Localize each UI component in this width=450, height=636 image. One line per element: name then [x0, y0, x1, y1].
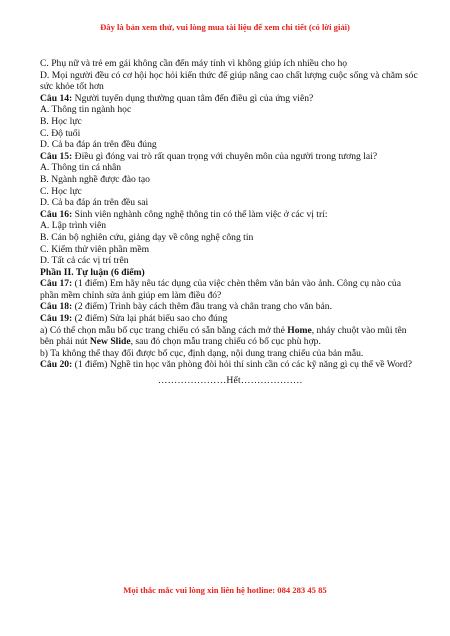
option-line: C. Phụ nữ và trẻ em gái không cần đến máy tính vì không giúp ích nhiều cho họ [40, 58, 348, 69]
question-19a [40, 325, 420, 348]
section-heading [40, 267, 420, 279]
statement-text: a) Có thể chọn mẫu bố cục trang chiếu có sẵn bằng cách mở thẻ [40, 324, 288, 336]
option-line: A. Thông tin ngành học [40, 104, 132, 116]
question-16 [40, 209, 420, 221]
question-20 [40, 359, 420, 371]
question-14 [40, 93, 420, 105]
question-17 [40, 278, 420, 301]
hotline-footer: Mọi thắc mắc vui lòng xin liên hệ hotline: 084 283 45 85 [123, 585, 327, 595]
question-label: Câu 14: [40, 92, 73, 104]
option-line: B. Học lực [40, 115, 82, 127]
option-line: C. Kiểm thử viên phần mềm [40, 243, 150, 255]
question-text: Người tuyển dụng thường quan tâm đến điều gì của ứng viên? [72, 92, 314, 104]
option-line: B. Ngành nghề được đào tạo [40, 173, 150, 185]
option-line: D. Cả ba đáp án trên đều đúng [40, 139, 157, 151]
question-label: Câu 20: [40, 359, 73, 371]
statement-text: , nháy chuột vào mũi tên bên phải nút [40, 324, 407, 348]
option-line: A. Lập trình viên [40, 220, 107, 232]
question-label: Câu 16: [40, 208, 73, 220]
new-slide-term: New Slide [89, 336, 131, 348]
question-label: Câu 15: [40, 150, 73, 162]
option-line: D. Mọi người đều có cơ hội học hỏi kiến thức để giúp nâng cao chất lượng cuộc sống và chăm sóc sức khỏe tốt hơn [40, 69, 418, 93]
home-tab-term: Home [287, 324, 312, 336]
question-text: (1 điểm) Nghề tin học văn phòng đòi hỏi thí sinh cần có các kỹ năng gì cụ thể về Word? [72, 359, 413, 371]
option-line: D. Tất cả các vị trí trên [40, 255, 129, 267]
question-label: Câu 19: [40, 313, 73, 325]
question-text: Sinh viên nghành công nghệ thông tin có thể làm việc ở các vị trí: [72, 208, 328, 220]
question-19 [40, 313, 420, 325]
option-line: A. Thông tin cá nhân [40, 162, 122, 174]
end-marker: …………………Hết………………. [157, 375, 303, 387]
question-text: (2 điểm) Sửa lại phát biểu sao cho đúng [72, 313, 228, 325]
question-text: (1 điểm) Em hãy nêu tác dụng của việc chèn thêm văn bản vào ảnh. Công cụ nào của phần mềm chỉnh sửa ảnh giúp em làm điều đó? [40, 278, 401, 301]
question-19b: b) Ta không thể thay đổi được bố cục, định dạng, nội dung trang chiếu của bản mẫu. [40, 347, 364, 359]
question-label: Câu 18: [40, 301, 73, 313]
preview-notice-header: Đây là bản xem thử, vui lòng mua tài liệu để xem chi tiết (có lời giải) [100, 22, 350, 32]
question-15 [40, 151, 420, 163]
document-body [40, 58, 420, 387]
question-text: Điều gì đóng vai trò rất quan trọng với chuyên môn của người trong tương lai? [72, 150, 378, 162]
option-line: C. Học lực [40, 185, 82, 197]
statement-text: , sau đó chọn mẫu trang chiếu có bố cục phù hợp. [130, 336, 321, 348]
question-18 [40, 301, 420, 313]
section-heading-text: Phần II. Tự luận (6 điểm) [40, 266, 145, 278]
question-label: Câu 17: [40, 278, 73, 290]
option-line: D. Cả ba đáp án trên đều sai [40, 197, 149, 209]
question-text: (2 điểm) Trình bày cách thêm đầu trang và chân trang cho văn bản. [72, 301, 333, 313]
option-line: B. Cán bộ nghiên cứu, giảng dạy về công nghệ công tin [40, 231, 254, 243]
option-line: C. Độ tuổi [40, 127, 81, 139]
